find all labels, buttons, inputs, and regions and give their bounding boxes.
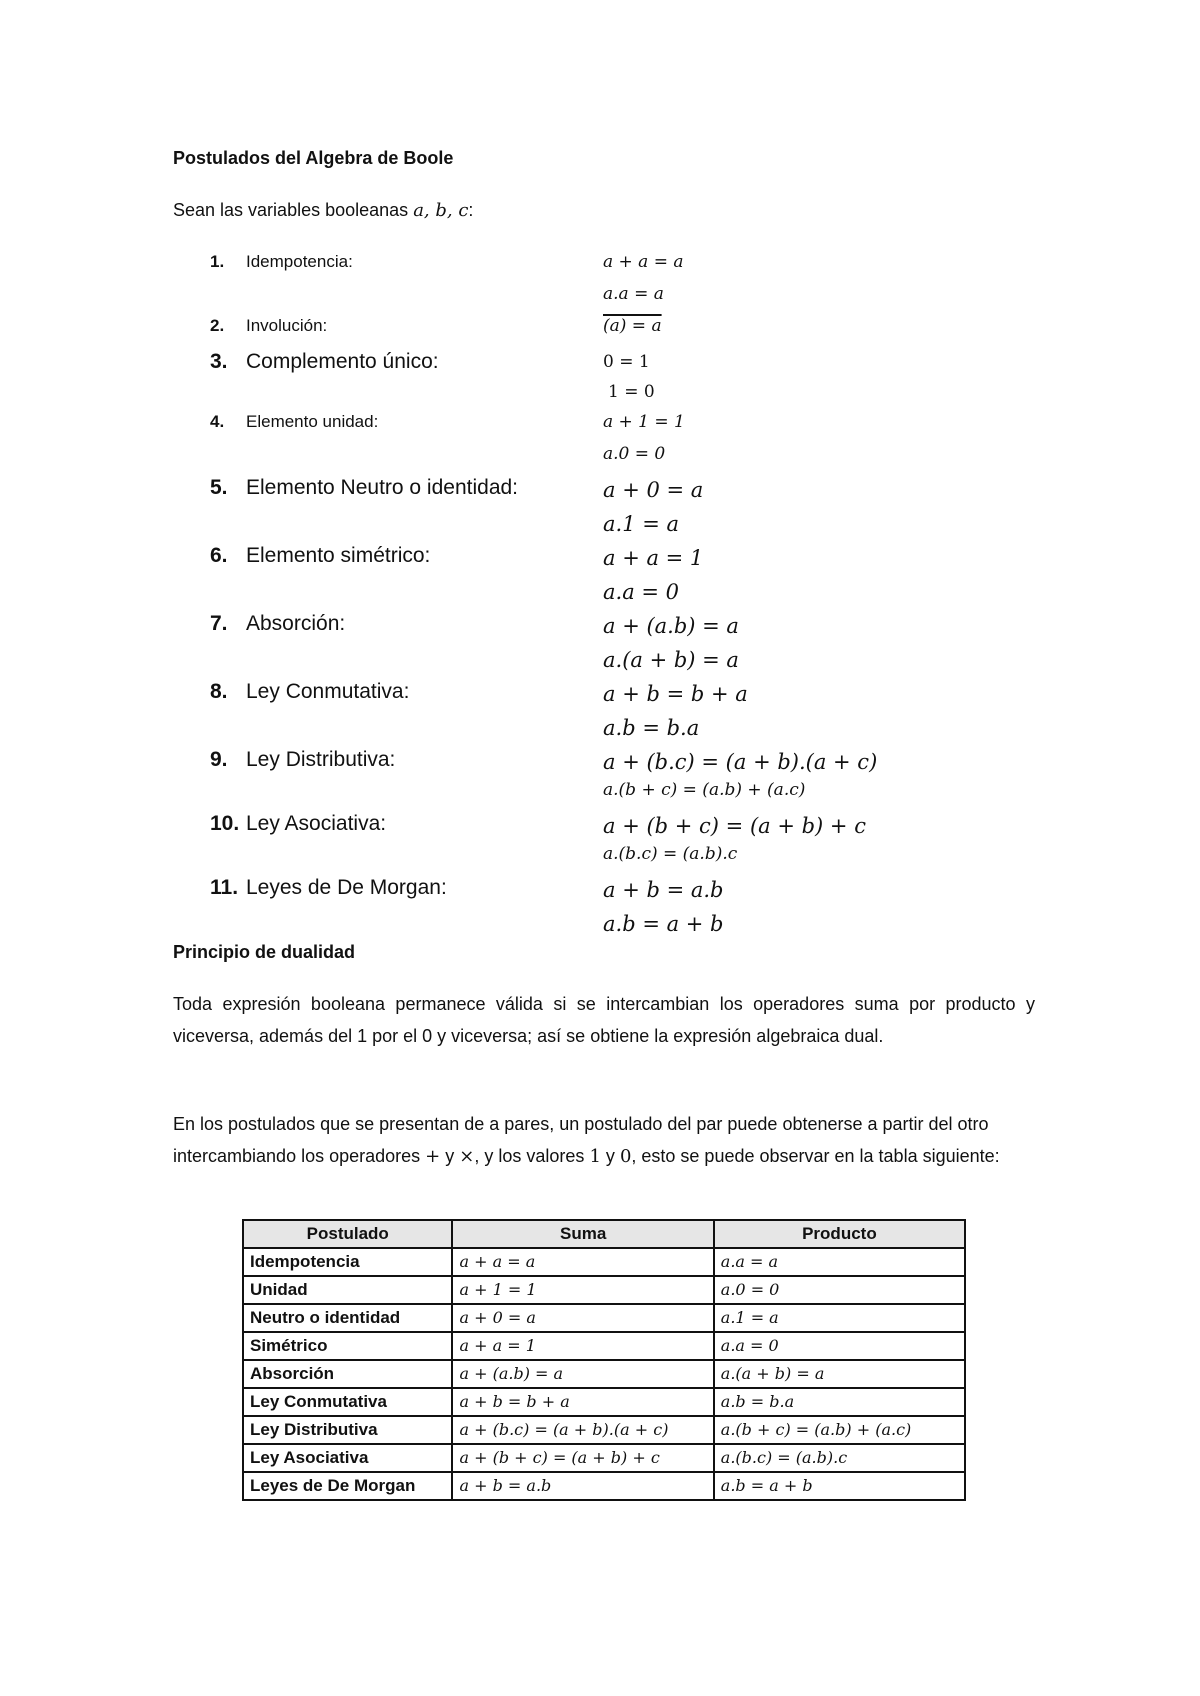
header-suma: Suma: [452, 1220, 713, 1248]
postulate-number: 2.: [210, 316, 225, 335]
postulate-name-cell: Idempotencia: [243, 1248, 452, 1276]
producto-cell: a.(b.c) = (a.b).c: [714, 1444, 965, 1472]
postulate-8: [210, 680, 409, 704]
postulate-8-expr-2: a.b = b.a: [603, 716, 700, 740]
postulate-11-expr-2: a.b = a + b: [603, 912, 724, 936]
postulate-number: 1.: [210, 252, 225, 271]
postulate-6: [210, 544, 430, 568]
duality-paragraph-2: [173, 1108, 1035, 1173]
postulate-name-cell: Ley Conmutativa: [243, 1388, 452, 1416]
intro-colon: :: [468, 200, 474, 220]
postulate-name-cell: Ley Distributiva: [243, 1416, 452, 1444]
suma-cell: a + b = a.b: [452, 1472, 713, 1500]
table-row: [243, 1388, 965, 1416]
suma-cell: a + 0 = a: [452, 1304, 713, 1332]
postulate-5-expr-1: a + 0 = a: [603, 478, 704, 502]
postulate-name: Elemento unidad:: [246, 412, 379, 431]
table-row: [243, 1416, 965, 1444]
intro-vars: a, b, c: [413, 200, 469, 221]
value-zero: 0: [619, 1146, 632, 1167]
table-row: [243, 1472, 965, 1500]
postulate-number: 11.: [210, 876, 239, 899]
postulate-8-expr-1: a + b = b + a: [603, 682, 748, 706]
suma-cell: a + (b.c) = (a + b).(a + c): [452, 1416, 713, 1444]
postulate-2-expr-1: (a) = a: [603, 316, 662, 336]
postulate-number: 5.: [210, 476, 228, 499]
suma-cell: a + b = b + a: [452, 1388, 713, 1416]
postulate-name: Absorción:: [246, 612, 346, 635]
postulate-10-expr-1: a + (b + c) = (a + b) + c: [603, 814, 866, 838]
table-row: [243, 1276, 965, 1304]
postulate-4: [210, 412, 378, 432]
postulate-9: [210, 748, 395, 772]
postulate-number: 6.: [210, 544, 228, 567]
postulate-9-expr-2: a.(b + c) = (a.b) + (a.c): [603, 780, 806, 800]
suma-cell: a + (b + c) = (a + b) + c: [452, 1444, 713, 1472]
table-row: [243, 1444, 965, 1472]
postulate-name: Elemento simétrico:: [246, 544, 431, 567]
table-row: [243, 1304, 965, 1332]
postulate-name: Complemento único:: [246, 350, 439, 373]
producto-cell: a.a = 0: [714, 1332, 965, 1360]
document-title: Postulados del Algebra de Boole: [173, 148, 454, 168]
postulate-number: 4.: [210, 412, 225, 431]
postulate-9-expr-1: a + (b.c) = (a + b).(a + c): [603, 750, 878, 774]
postulates-table: [242, 1219, 966, 1501]
postulate-5-expr-2: a.1 = a: [603, 512, 680, 536]
value-one: 1: [589, 1146, 601, 1167]
postulate-name: Leyes de De Morgan:: [246, 876, 447, 899]
postulate-4-expr-2: a.0 = 0: [603, 444, 666, 464]
postulate-name-cell: Ley Asociativa: [243, 1444, 452, 1472]
postulate-name: Ley Asociativa:: [246, 812, 387, 835]
postulate-7-expr-1: a + (a.b) = a: [603, 614, 739, 638]
postulate-name-cell: Leyes de De Morgan: [243, 1472, 452, 1500]
producto-cell: a.b = b.a: [714, 1388, 965, 1416]
postulate-2: [210, 316, 327, 336]
producto-cell: a.(b + c) = (a.b) + (a.c): [714, 1416, 965, 1444]
p2-text-b: , y los valores: [474, 1146, 585, 1166]
postulate-name: Ley Conmutativa:: [246, 680, 410, 703]
producto-cell: a.a = a: [714, 1248, 965, 1276]
intro-line: [173, 200, 473, 221]
duality-paragraph-1: Toda expresión booleana permanece válida si se intercambian los operadores suma por producto y viceversa, además del 1 por el 0 y viceversa; así se obtiene la expresión algebraica dual.: [173, 994, 1035, 1046]
postulate-7: [210, 612, 345, 636]
postulate-name-cell: Absorción: [243, 1360, 452, 1388]
table-row: [243, 1332, 965, 1360]
p2-y-2: y: [605, 1146, 615, 1166]
postulate-6-expr-1: a + a = 1: [603, 546, 704, 570]
postulate-10: [210, 812, 386, 836]
postulate-name-cell: Neutro o identidad: [243, 1304, 452, 1332]
suma-cell: a + a = a: [452, 1248, 713, 1276]
intro-text: Sean las variables booleanas: [173, 200, 409, 220]
postulate-11-expr-1: a + b = a.b: [603, 878, 724, 902]
p2-text-a: En los postulados que se presentan de a pares, un postulado del par puede obtenerse a partir del otro intercambiando los operadores: [173, 1114, 989, 1166]
table-row: [243, 1360, 965, 1388]
postulate-number: 3.: [210, 350, 228, 373]
postulate-number: 10.: [210, 812, 240, 835]
duality-heading: Principio de dualidad: [173, 942, 356, 962]
p2-y-1: y: [445, 1146, 455, 1166]
postulate-3-expr-2: 1 = 0: [608, 382, 655, 402]
postulate-number: 8.: [210, 680, 228, 703]
postulate-number: 7.: [210, 612, 228, 635]
p2-text-c: , esto se puede observar en la tabla siguiente:: [631, 1146, 1000, 1166]
postulate-7-expr-2: a.(a + b) = a: [603, 648, 739, 672]
postulate-name: Ley Distributiva:: [246, 748, 396, 771]
producto-cell: a.b = a + b: [714, 1472, 965, 1500]
postulate-name: Elemento Neutro o identidad:: [246, 476, 519, 499]
producto-cell: a.1 = a: [714, 1304, 965, 1332]
table-header-row: [243, 1220, 965, 1248]
postulate-11: [210, 876, 447, 900]
postulate-4-expr-1: a + 1 = 1: [603, 412, 685, 432]
suma-cell: a + 1 = 1: [452, 1276, 713, 1304]
postulate-1-expr-1: a + a = a: [603, 252, 684, 272]
plus-operator: +: [425, 1146, 441, 1167]
header-producto: Producto: [714, 1220, 965, 1248]
postulate-6-expr-2: a.a = 0: [603, 580, 680, 604]
suma-cell: a + (a.b) = a: [452, 1360, 713, 1388]
postulate-name: Involución:: [246, 316, 328, 335]
postulate-name-cell: Unidad: [243, 1276, 452, 1304]
postulate-10-expr-2: a.(b.c) = (a.b).c: [603, 844, 738, 864]
postulate-3: [210, 350, 439, 374]
postulate-1-expr-2: a.a = a: [603, 284, 664, 304]
postulate-name-cell: Simétrico: [243, 1332, 452, 1360]
postulate-1: [210, 252, 353, 272]
times-operator: ×: [459, 1146, 475, 1167]
postulate-3-expr-1: 0 = 1: [603, 352, 650, 372]
producto-cell: a.(a + b) = a: [714, 1360, 965, 1388]
header-postulado: Postulado: [243, 1220, 452, 1248]
postulate-number: 9.: [210, 748, 228, 771]
postulate-5: [210, 476, 518, 500]
suma-cell: a + a = 1: [452, 1332, 713, 1360]
producto-cell: a.0 = 0: [714, 1276, 965, 1304]
table-row: [243, 1248, 965, 1276]
postulate-name: Idempotencia:: [246, 252, 353, 271]
